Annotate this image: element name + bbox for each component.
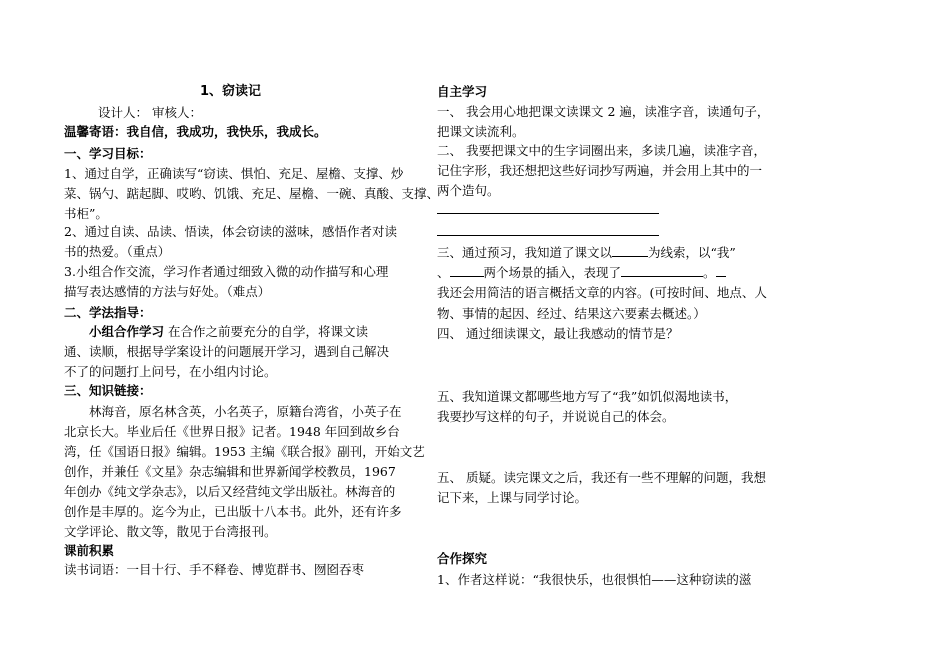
- q1-line2: 把课文读流利。: [437, 124, 525, 139]
- bio-line4: 创作，并兼任《文星》杂志编辑和世界新闻学校教员，1967: [64, 464, 396, 479]
- q6-line2: 记下来，上课与同学讨论。: [437, 490, 588, 505]
- goals-heading: 一、学习目标：: [64, 146, 152, 161]
- bio-line5: 年创办《纯文学杂志》，以后又经营纯文学出版社。林海音的: [64, 484, 396, 499]
- self-study-heading: 自主学习: [437, 84, 488, 99]
- bio-line1: 林海音，原名林含英，小名英子，原籍台湾省，小英子在: [89, 404, 402, 419]
- designer-line: 设计人： 审核人：: [98, 105, 202, 120]
- q4-line: 四、 通过细读课文，最让我感动的情节是？: [437, 326, 679, 341]
- link-heading: 三、知识链接：: [64, 383, 152, 398]
- bio-line2: 北京长大。毕业后任《世界日报》记者。1948 年回到故乡台: [64, 424, 400, 439]
- q3-text-a: 三、通过预习，我知道了课文以: [437, 245, 613, 260]
- answer-line-1[interactable]: [437, 213, 659, 214]
- method-heading: 二、学法指导：: [64, 305, 152, 320]
- q3-line4: 物、事情的起因、经过、结果这六要素去概述。）: [437, 306, 706, 321]
- q3-line3: 我还会用简洁的语言概括文章的内容。(可按时间、地点、人: [437, 285, 767, 300]
- method-text: 在合作之前要充分的自学，将课文读: [164, 324, 368, 339]
- q2-line1: 二、 我要把课文中的生字词圈出来，多读几遍，读准字音，: [437, 143, 766, 158]
- goal1-line2: 菜、锅勺、踮起脚、哎哟、饥饿、充足、屋檐、一碗、真酸、支撑、: [64, 186, 440, 201]
- q5-line1: 五、我知道课文都哪些地方写了“我”如饥似渴地读书，: [437, 389, 738, 404]
- q3-text-b: 为线索，以“我”: [648, 245, 736, 260]
- goal3-line1: 3.小组合作交流，学习作者通过细致入微的动作描写和心理: [64, 264, 389, 279]
- accum-line1: 读书词语：一目十行、手不释卷、博览群书、囫囵吞枣: [64, 562, 365, 577]
- method-line2: 通、读顺，根据导学案设计的问题展开学习，遇到自己解决: [64, 344, 390, 359]
- q2-line3: 两个造句。: [437, 183, 500, 198]
- q5-line2: 我要抄写这样的句子，并说说自己的体会。: [437, 409, 675, 424]
- q3-line2: [437, 264, 726, 281]
- q3-text-e: 。: [703, 265, 716, 280]
- q2-line2: 记住字形，我还想把这些好词抄写两遍，并会用上其中的一: [437, 163, 763, 178]
- goal3-line2: 描写表达感情的方法与好处。（难点）: [64, 284, 271, 299]
- q3-blank-theme[interactable]: [621, 264, 703, 277]
- method-label: 小组合作学习: [89, 324, 165, 339]
- method-line1: [89, 324, 368, 340]
- coop-heading: 合作探究: [437, 551, 488, 566]
- q1-line1: 一、 我会用心地把课文读课文 2 遍，读准字音，读通句子，: [437, 104, 770, 119]
- bio-line3: 湾，任《国语日报》编辑。1953 主编《联合报》副刊，开始文艺: [64, 444, 425, 459]
- goal1-line1: 1、通过自学，正确读写“窃读、惧怕、充足、屋檐、支撑、炒: [64, 166, 404, 181]
- q3-line1: [437, 244, 736, 261]
- q3-text-d: 两个场景的插入，表现了: [483, 265, 622, 280]
- bio-line7: 文学评论、散文等，散见于台湾报刊。: [64, 524, 277, 539]
- q3-blank-scene[interactable]: [450, 264, 484, 277]
- method-line3: 不了的问题打上问号，在小组内讨论。: [64, 364, 277, 379]
- answer-line-2[interactable]: [437, 235, 659, 236]
- lesson-title: 1、窃读记: [200, 84, 262, 99]
- accum-heading: 课前积累: [64, 543, 115, 558]
- q6-line1: 五、 质疑。读完课文之后，我还有一些不理解的问题，我想: [437, 470, 766, 485]
- goal2-line1: 2、通过自读、品读、悟读，体会窃读的滋味，感悟作者对读: [64, 224, 397, 239]
- coop-line1: 1、作者这样说：“我很快乐，也很惧怕——这种窃读的滋: [437, 572, 752, 587]
- q3-blank-clue[interactable]: [612, 244, 648, 257]
- q3-text-c: 、: [437, 265, 450, 280]
- bio-line6: 创作是丰厚的。迄今为止，已出版十八本书。此外，还有许多: [64, 504, 402, 519]
- goal1-line3: 书柜”。: [64, 206, 108, 221]
- q3-blank-tail: [716, 264, 726, 277]
- goal2-line2: 书的热爱。（重点）: [64, 244, 171, 259]
- motto: 温馨寄语：我自信，我成功，我快乐，我成长。: [64, 124, 327, 139]
